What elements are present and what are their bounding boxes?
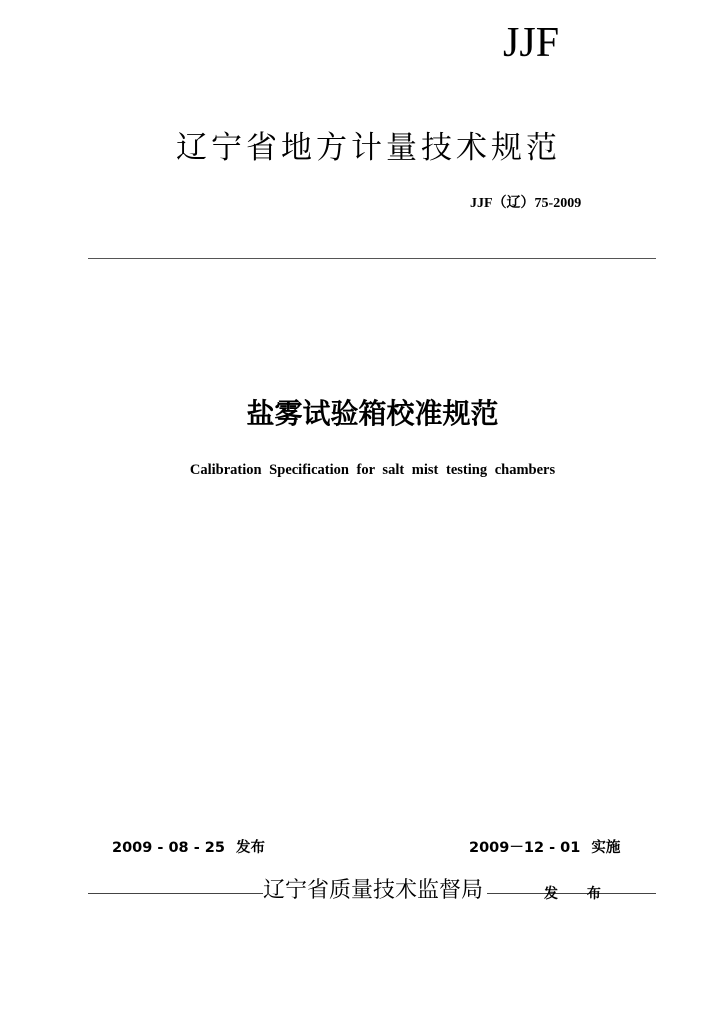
jjf-mark: JJF bbox=[503, 20, 560, 66]
issue-label: 发布 bbox=[236, 840, 266, 856]
document-code: JJF（辽）75-2009 bbox=[470, 196, 582, 211]
implementation-date: 2009－12 - 01 bbox=[469, 840, 581, 856]
implementation-label: 实施 bbox=[591, 840, 621, 856]
chinese-title: 盐雾试验箱校准规范 bbox=[246, 397, 499, 430]
publish-label: 发 布 bbox=[544, 886, 613, 902]
top-divider bbox=[88, 258, 656, 259]
publisher-name: 辽宁省质量技术监督局 bbox=[263, 876, 487, 906]
issue-date-line bbox=[112, 838, 265, 858]
implementation-date-line bbox=[469, 838, 620, 858]
english-title: Calibration Specification for salt mist testing chambers bbox=[189, 462, 556, 478]
issue-date: 2009 - 08 - 25 bbox=[112, 840, 225, 856]
series-title: 辽宁省地方计量技术规范 bbox=[176, 130, 561, 166]
